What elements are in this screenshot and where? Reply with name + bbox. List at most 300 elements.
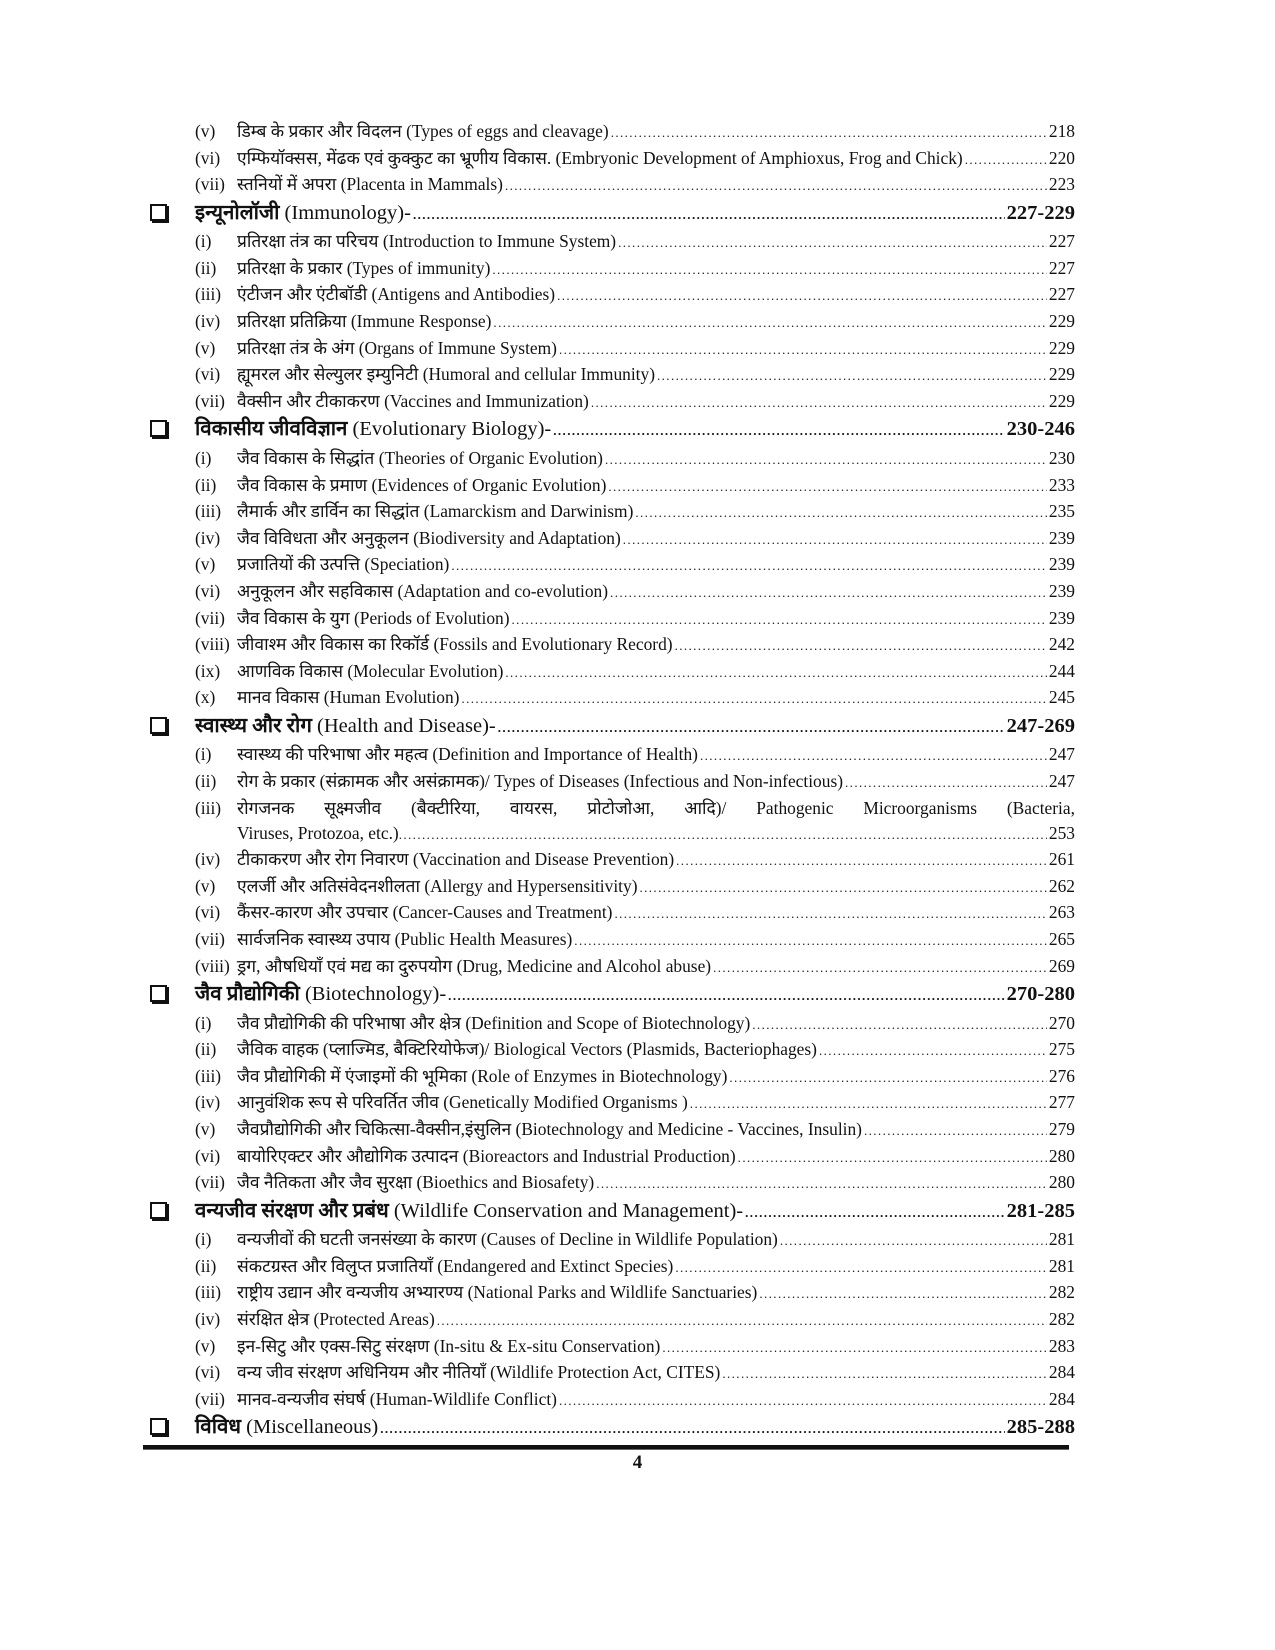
dot-leader [498,713,1005,744]
item-title [195,1116,862,1143]
item-title-english: (Organs of Immune System) [358,337,557,358]
item-title [195,118,609,145]
dot-leader [451,553,1047,580]
page-range: 281-285 [1006,1199,1075,1222]
item-title-hindi: टीकाकरण और रोग निवारण [237,849,409,870]
item-title [195,1089,688,1116]
page-number: 244 [1048,660,1075,681]
toc-item[interactable] [150,1279,1075,1306]
item-title [195,1143,736,1170]
toc-item[interactable] [150,361,1075,388]
item-title-hindi: संरक्षित क्षेत्र [237,1309,310,1330]
page-number: 229 [1048,390,1075,411]
item-title-hindi: जैव विविधता और अनुकूलन [237,527,409,548]
page-number: 229 [1048,311,1075,332]
item-title-english: (Speciation) [364,554,450,575]
item-title-hindi: इन-सिटु और एक्स-सिटु संरक्षण [237,1335,430,1356]
item-title-english-continued: Viruses, Protozoa, etc.) [237,822,399,843]
item-number: (ii) [195,1255,217,1276]
toc-item[interactable] [150,388,1075,415]
item-title-hindi: एम्फियॉक्सस, मेंढक एवं कुक्कुट का भ्रूणीय विकास. [237,147,552,168]
item-number: (vi) [195,364,221,385]
toc-section[interactable] [150,414,1075,445]
item-number: (x) [195,687,216,708]
toc-item[interactable] [150,658,1075,685]
toc-item[interactable] [150,768,1075,795]
item-title-english: (Types of eggs and cleavage) [406,121,609,141]
toc-item[interactable] [150,741,1075,768]
item-number: (iii) [195,797,222,818]
section-title [150,414,551,445]
item-number: (v) [195,1335,216,1356]
dot-leader [574,928,1047,955]
dot-leader [399,822,1047,849]
toc-item[interactable] [150,926,1075,953]
item-title-hindi: जैव प्रौद्योगिकी में एंजाइमों की भूमिका [237,1065,468,1086]
item-title [195,472,606,499]
item-title-english: (Cancer-Causes and Treatment) [392,902,613,923]
checkbox-icon [150,717,167,734]
item-title-hindi: जैविक वाहक (प्लाज्मिड, बैक्टिरियोफेज)/ [237,1039,490,1060]
section-title-english: (Wildlife Conservation and Management)- [393,1199,744,1222]
item-title [195,1010,750,1037]
toc-item[interactable] [150,578,1075,605]
item-title-english: (Adaptation and co-evolution) [397,580,609,601]
item-title-english-word: Microorganisms [863,797,978,818]
item-title-english: (Endangered and Extinct Species) [437,1255,674,1276]
item-number: (ix) [195,660,221,681]
item-title-english: (Public Health Measures) [394,928,573,949]
item-title-hindi: स्वास्थ्य की परिभाषा और महत्व [237,744,429,765]
item-title-hindi-word: सूक्ष्मजीव [324,797,382,818]
page-number: 235 [1048,501,1075,522]
toc-item[interactable] [150,1063,1075,1090]
item-title-hindi: वैक्सीन और टीकाकरण [237,390,380,411]
item-title-english: (Role of Enzymes in Biotechnology) [471,1065,728,1086]
item-title-hindi: वन्यजीवों की घटती जनसंख्या के कारण [237,1229,477,1250]
item-title [195,846,674,873]
item-title-hindi: प्रतिरक्षा के प्रकार [237,257,343,278]
item-number: (i) [195,231,212,252]
dot-leader [461,686,1046,713]
checkbox-icon [150,204,167,221]
item-number: (v) [195,875,216,896]
item-title-hindi: डिम्ब के प्रकार और विदलन [237,121,402,141]
item-title-hindi: जैव नैतिकता और जैव सुरक्षा [237,1172,413,1193]
item-title-hindi: सार्वजनिक स्वास्थ्य उपाय [237,928,391,949]
dot-leader [559,337,1047,364]
item-number: (ii) [195,770,217,791]
toc-item[interactable] [150,171,1075,198]
item-title [195,308,491,335]
item-title-english: (Placenta in Mammals) [340,174,503,195]
dot-leader [492,257,1047,284]
item-title-english: (Human-Wildlife Conflict) [369,1388,557,1409]
section-title [150,1412,378,1443]
section-title [150,711,496,742]
item-number: (iv) [195,849,221,870]
item-number: (i) [195,1012,212,1033]
item-title-english: (Definition and Scope of Biotechnology) [465,1012,751,1033]
dot-leader [557,283,1047,310]
item-title [195,255,490,282]
item-title-english: (Antigens and Antibodies) [371,284,556,305]
dot-leader [591,390,1047,417]
item-title-hindi: प्रतिरक्षा प्रतिक्रिया [237,311,347,332]
page-number: 269 [1048,955,1075,976]
item-title-hindi: जैव विकास के सिद्धांत [237,447,375,468]
section-title-english: (Evolutionary Biology)- [352,418,552,441]
toc-item[interactable] [150,1333,1075,1360]
page-number: 247 [1048,770,1075,791]
item-title-english: (Introduction to Immune System) [382,231,617,252]
dot-leader [512,607,1047,634]
item-title [195,171,503,198]
section-title-hindi: स्वास्थ्य और रोग [195,714,312,737]
page-number: 281 [1048,1229,1075,1250]
dot-leader [608,474,1047,501]
item-title-hindi: राष्ट्रीय उद्यान और वन्यजीय अभ्यारण्य [237,1282,464,1303]
dot-leader [864,1118,1047,1145]
dot-leader [635,500,1047,527]
item-title [195,1063,727,1090]
page-range: 285-288 [1006,1416,1075,1439]
page-number: 239 [1048,580,1075,601]
dot-leader [690,1091,1047,1118]
item-title [195,899,612,926]
dot-leader [819,1038,1047,1065]
dot-leader [745,1198,1005,1229]
item-title-english: (Definition and Importance of Health) [432,744,698,765]
toc-item[interactable] [150,1010,1075,1037]
item-title-hindi-word: आदि)/ [684,797,727,818]
toc-item[interactable] [150,899,1075,926]
section-title-english: (Immunology)- [284,201,411,224]
item-title [195,335,557,362]
section-title-hindi: विविध [195,1416,242,1439]
item-title-hindi: जीवाश्म और विकास का रिकॉर्ड [237,634,430,655]
checkbox-icon [150,1418,167,1435]
item-title-english: (Human Evolution) [323,687,460,708]
section-title-hindi: विकासीय जीवविज्ञान [195,418,348,441]
item-title-english: (Drug, Medicine and Alcohol abuse) [456,955,712,976]
toc-item[interactable] [150,631,1075,658]
page-number: 282 [1048,1309,1075,1330]
item-number: (v) [195,1119,216,1139]
page-number: 229 [1048,337,1075,358]
page-number: 282 [1048,1282,1075,1303]
item-title-english: (Biotechnology and Medicine - Vaccines, Insulin) [515,1119,862,1139]
item-title-english: (Bioreactors and Industrial Production) [462,1145,736,1166]
toc-item[interactable] [150,846,1075,873]
toc-item[interactable] [150,308,1075,335]
dot-leader [729,1065,1047,1092]
section-title-english: (Biotechnology)- [304,983,447,1006]
item-number: (vi) [195,147,221,168]
toc-item[interactable] [150,551,1075,578]
toc-item[interactable] [150,1253,1075,1280]
dot-leader [505,173,1047,200]
dot-leader [413,200,1005,231]
toc-section[interactable] [150,979,1075,1010]
table-of-contents [150,118,1075,1443]
page-range: 270-280 [1006,983,1075,1006]
page-number: 280 [1048,1145,1075,1166]
page-number: 283 [1048,1335,1075,1356]
toc-item[interactable] [150,1089,1075,1116]
item-number: (vii) [195,928,225,949]
item-title-hindi: ड्रग, औषधियाँ एवं मद्य का दुरुपयोग [237,955,453,976]
item-number: (iii) [195,1065,222,1086]
page-number: 218 [1048,121,1075,141]
dot-leader [614,901,1046,928]
section-title-english: (Health and Disease)- [317,714,496,737]
dot-leader [675,633,1047,660]
item-title-hindi-word: वायरस, [509,797,558,818]
toc-section[interactable] [150,1196,1075,1227]
item-title-hindi: मानव विकास [237,687,320,708]
item-title-english: (Humoral and cellular Immunity) [422,364,655,385]
item-title [195,1036,817,1063]
item-title-hindi: एंटीजन और एंटीबॉडी [237,284,368,305]
page-number: 247 [1048,744,1075,765]
item-number: (vii) [195,174,225,195]
dot-leader [618,230,1047,257]
item-number: (vii) [195,390,225,411]
item-title-hindi: बायोरिएक्टर और औद्योगिक उत्पादन [237,1145,459,1166]
item-title [195,578,608,605]
dot-leader [713,955,1047,982]
toc-item[interactable] [150,498,1075,525]
item-title [195,768,843,795]
item-title [195,525,621,552]
page-number: 230 [1048,447,1075,468]
page-number: 229 [1048,364,1075,385]
item-title [195,445,603,472]
page-number: 239 [1048,527,1075,548]
page-number: 223 [1048,174,1075,195]
page-number: 233 [1048,474,1075,495]
dot-leader [611,120,1047,147]
item-title-hindi: प्रजातियों की उत्पत्ति [237,554,360,575]
item-number: (v) [195,121,216,141]
page-number: 275 [1048,1039,1075,1060]
item-title [195,873,637,900]
page-number: 265 [1048,928,1075,949]
item-number: (iii) [195,284,222,305]
section-title [150,1196,743,1227]
toc-item[interactable] [150,228,1075,255]
item-title [195,388,589,415]
toc-item[interactable] [150,118,1075,145]
item-title-english: (Molecular Evolution) [347,660,504,681]
dot-leader [596,1171,1047,1198]
item-title-hindi-word: (बैक्टीरिया, [411,797,481,818]
item-title-line-2 [195,820,1075,847]
checkbox-icon [150,420,167,437]
item-title-hindi: जैव प्रौद्योगिकी की परिभाषा और क्षेत्र [237,1012,461,1033]
toc-item[interactable] [150,255,1075,282]
toc-item[interactable] [150,281,1075,308]
item-number: (viii) [195,634,230,655]
toc-section[interactable] [150,198,1075,229]
dot-leader [553,416,1004,447]
section-title-hindi: जैव प्रौद्योगिकी [195,983,300,1006]
page-number: 263 [1048,902,1075,923]
item-number: (vi) [195,1362,221,1383]
item-number: (vi) [195,580,221,601]
checkbox-icon [150,985,167,1002]
item-title-hindi: जैव विकास के प्रमाण [237,474,368,495]
page-number: 220 [1048,147,1075,168]
toc-item[interactable] [150,1359,1075,1386]
toc-item[interactable] [150,953,1075,980]
toc-item[interactable] [150,1306,1075,1333]
toc-item[interactable] [150,1169,1075,1196]
item-number: (vii) [195,1388,225,1409]
toc-section[interactable] [150,1412,1075,1443]
item-title-english-word: Pathogenic [756,797,834,818]
toc-item[interactable] [150,145,1075,172]
item-number: (i) [195,1229,212,1250]
item-title-hindi: रोग के प्रकार (संक्रामक और असंक्रामक)/ [237,770,490,791]
section-title [150,198,411,229]
item-title [195,228,616,255]
item-title-line-1 [195,795,1075,820]
toc-item[interactable] [150,1116,1075,1143]
page-number: 284 [1048,1388,1075,1409]
item-title-hindi: जैवप्रौद्योगिकी और चिकित्सा-वैक्सीन,इंसुलिन [237,1119,512,1139]
item-title-hindi: संकटग्रस्त और विलुप्त प्रजातियाँ [237,1255,433,1276]
page-number: 239 [1048,607,1075,628]
item-title-english: (Wildlife Protection Act, CITES) [490,1362,721,1383]
page-number: 239 [1048,554,1075,575]
toc-item[interactable] [150,1226,1075,1253]
item-number: (v) [195,554,216,575]
item-number: (v) [195,337,216,358]
toc-item[interactable] [150,684,1075,711]
item-title-english: (Theories of Organic Evolution) [378,447,603,468]
item-title-hindi: ह्यूमरल और सेल्युलर इम्युनिटी [237,364,419,385]
toc-item[interactable] [150,335,1075,362]
item-title-hindi: आणविक विकास [237,660,344,681]
item-title-english: (Biodiversity and Adaptation) [413,527,621,548]
item-number: (iv) [195,1309,221,1330]
item-title-hindi: प्रतिरक्षा तंत्र का परिचय [237,231,379,252]
item-title [195,1333,660,1360]
dot-leader [559,1388,1047,1415]
toc-item[interactable] [150,605,1075,632]
item-title [195,498,633,525]
item-title-english: (Lamarckism and Darwinism) [423,501,634,522]
item-title-english: (Immune Response) [350,311,492,332]
page-range: 247-269 [1006,714,1075,737]
item-number: (iii) [195,1282,222,1303]
toc-item[interactable] [150,1036,1075,1063]
item-title-hindi-word: प्रोटोजोआ, [587,797,655,818]
item-title [195,361,655,388]
dot-leader [675,1255,1047,1282]
item-title [195,658,503,685]
section-title-english: (Miscellaneous) [246,1416,379,1439]
item-title [195,605,510,632]
page-number: 227 [1048,257,1075,278]
item-title-english: Biological Vectors (Plasmids, Bacteriophages) [493,1039,817,1060]
dot-leader [605,447,1047,474]
item-title [195,1169,594,1196]
item-number: (ii) [195,474,217,495]
item-title-hindi-word: रोगजनक [237,797,295,818]
item-title [195,1359,720,1386]
page-number: 4 [632,1452,643,1473]
toc-section[interactable] [150,711,1075,742]
item-title [195,281,555,308]
item-number: (ii) [195,257,217,278]
item-number: (viii) [195,955,230,976]
toc-item[interactable] [150,1143,1075,1170]
page-number: 262 [1048,875,1075,896]
toc-item[interactable] [150,472,1075,499]
item-title [195,1386,557,1413]
item-title [195,1279,757,1306]
item-title-english: (Periods of Evolution) [354,607,510,628]
item-number: (vi) [195,902,221,923]
item-title-english: (Types of immunity) [346,257,491,278]
item-number: (vi) [195,1145,221,1166]
item-title-english: (Causes of Decline in Wildlife Population) [480,1229,778,1250]
toc-item[interactable] [150,873,1075,900]
page-number: 277 [1048,1092,1075,1113]
item-number: (vii) [195,607,225,628]
page-number: 227 [1048,284,1075,305]
page-range: 230-246 [1006,418,1075,441]
dot-leader [676,848,1047,875]
item-title-english: (National Parks and Wildlife Sanctuaries) [467,1282,758,1303]
item-title-english: Types of Diseases (Infectious and Non-infectious) [494,770,844,791]
dot-leader [780,1228,1047,1255]
item-title [195,926,572,953]
item-number: (i) [195,744,212,765]
dot-leader [965,147,1047,174]
item-number: (vii) [195,1172,225,1193]
item-title-hindi: अनुकूलन और सहविकास [237,580,394,601]
item-title-hindi: एलर्जी और अतिसंवेदनशीलता [237,875,420,896]
page-number: 276 [1048,1065,1075,1086]
dot-leader [448,981,1005,1012]
checkbox-icon [150,1202,167,1219]
page-number: 253 [1048,822,1075,843]
toc-item[interactable] [150,1386,1075,1413]
dot-leader [505,660,1047,687]
toc-item[interactable] [150,795,1075,847]
section-title-hindi: इन्यूनोलॉजी [195,201,280,224]
item-title-english-word: (Bacteria, [1006,797,1075,818]
toc-item[interactable] [150,445,1075,472]
item-number: (i) [195,447,212,468]
dot-leader [845,770,1047,797]
item-number: (iv) [195,527,221,548]
dot-leader [639,875,1046,902]
page-number: 270 [1048,1012,1075,1033]
toc-item[interactable] [150,525,1075,552]
item-title-hindi: स्तनियों में अपरा [237,174,337,195]
page-number: 261 [1048,849,1075,870]
item-title-english: (Bioethics and Biosafety) [416,1172,595,1193]
item-title-hindi: प्रतिरक्षा तंत्र के अंग [237,337,355,358]
dot-leader [700,743,1047,770]
item-title-hindi: वन्य जीव संरक्षण अधिनियम और नीतियाँ [237,1362,486,1383]
page-number: 284 [1048,1362,1075,1383]
